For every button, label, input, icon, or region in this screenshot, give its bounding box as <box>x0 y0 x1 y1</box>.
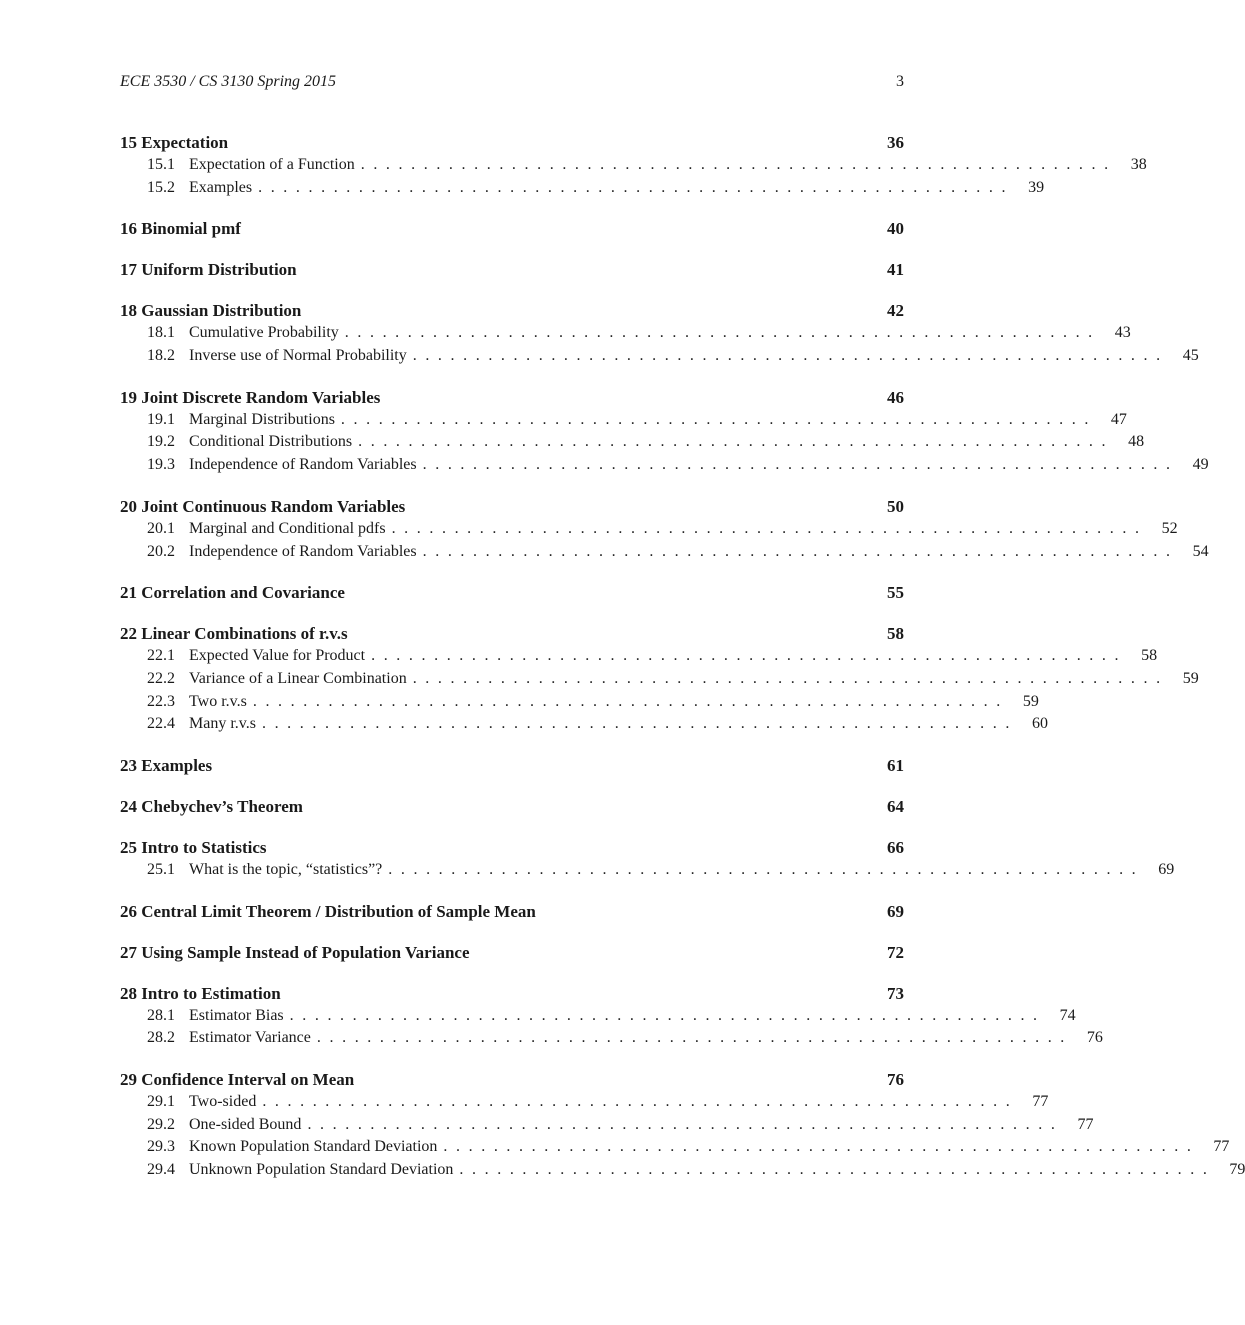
toc-section-number: 25 <box>120 837 137 857</box>
toc-subsection-number: 22.4 <box>147 715 175 733</box>
toc-section-label: Confidence Interval on Mean <box>141 1070 355 1089</box>
toc-section-label: Linear Combinations of r.v.s <box>141 624 348 644</box>
dot-leader: ............................................................ <box>388 860 1145 878</box>
toc-subsection-label: Known Population Standard Deviation <box>189 1138 438 1156</box>
toc-section-page: 50 <box>887 496 904 516</box>
toc-section-number: 28 <box>120 983 137 1003</box>
toc-subsection-number: 18.1 <box>147 324 175 342</box>
toc-section-title <box>120 1070 887 1090</box>
dot-leader: ............................................................ <box>358 433 1115 451</box>
toc-subsection-entry[interactable] <box>120 542 1209 566</box>
toc-section-label: Intro to Estimation <box>141 983 281 1003</box>
toc-section-entry[interactable] <box>120 756 904 779</box>
toc-section-page: 69 <box>887 901 904 921</box>
toc-section-page: 72 <box>887 942 904 962</box>
toc-section-number: 22 <box>120 624 137 644</box>
toc-subsection-page: 76 <box>1086 1029 1103 1047</box>
toc-section-page: 46 <box>887 387 904 407</box>
toc-subsection-page: 45 <box>1182 347 1199 365</box>
toc-section-title <box>120 943 887 963</box>
toc-section-title <box>120 624 887 644</box>
toc-subsection-number: 18.2 <box>147 347 175 365</box>
toc-subsection-label: Two r.v.s <box>189 692 247 710</box>
toc-section <box>120 583 904 606</box>
dot-leader: ............................................................ <box>289 1006 1046 1024</box>
toc-subsection-page: 79 <box>1229 1161 1245 1179</box>
toc-section-number: 26 <box>120 901 137 921</box>
toc-subsection-entry[interactable] <box>120 324 1131 347</box>
toc-subsection-entry[interactable] <box>120 519 1178 543</box>
toc-section-entry[interactable] <box>120 497 904 520</box>
toc-subsection-label: Independence of Random Variables <box>189 542 417 560</box>
toc-subsection-page: 59 <box>1182 669 1199 687</box>
toc-subsection-number: 29.1 <box>147 1093 175 1110</box>
toc-section-title <box>120 388 887 408</box>
toc-subsection-label: Marginal Distributions <box>189 410 335 428</box>
toc-subsection-page: 43 <box>1114 324 1131 342</box>
toc-section-number: 21 <box>120 583 137 603</box>
toc-section-label: Intro to Statistics <box>141 837 267 857</box>
toc-section-title <box>120 902 887 922</box>
dot-leader: ............................................................ <box>412 347 1169 365</box>
toc-section <box>120 301 1199 369</box>
toc-section-entry[interactable] <box>120 388 904 411</box>
toc-subsection-entry[interactable] <box>120 178 1045 202</box>
toc-subsection-page: 48 <box>1128 433 1145 451</box>
toc-subsection-number: 22.1 <box>147 647 175 665</box>
toc-subsection-entry[interactable] <box>120 1115 1094 1139</box>
dot-leader: ............................................................ <box>391 519 1148 537</box>
toc-subsection-page: 38 <box>1130 156 1147 173</box>
toc-subsection-page: 74 <box>1059 1006 1076 1024</box>
toc-section-title <box>120 497 887 517</box>
toc-subsection-label: Examples <box>189 178 253 196</box>
toc-section-page: 76 <box>887 1070 904 1089</box>
toc-subsection-entry[interactable] <box>120 433 1145 456</box>
toc-section-page: 41 <box>887 260 904 280</box>
toc-section-entry[interactable] <box>120 838 904 861</box>
toc-subsection-entry[interactable] <box>120 410 1127 434</box>
toc-section <box>120 797 904 820</box>
toc-section-entry[interactable] <box>120 133 904 156</box>
toc-section-number: 20 <box>120 496 137 516</box>
toc-section <box>120 1070 1245 1184</box>
toc-section-label: Correlation and Covariance <box>141 583 345 603</box>
toc-section-page: 55 <box>887 583 904 603</box>
dot-leader: ............................................................ <box>261 715 1018 733</box>
toc-section-page: 73 <box>887 983 904 1003</box>
toc-subsection-page: 54 <box>1192 542 1209 560</box>
page-number: 3 <box>896 73 904 90</box>
toc-section-title <box>120 984 887 1004</box>
toc-subsection-entry[interactable] <box>120 1161 1245 1184</box>
toc-subsection-page: 77 <box>1213 1138 1230 1156</box>
toc-subsection-number: 29.2 <box>147 1115 175 1133</box>
toc-subsection-label: Estimator Bias <box>189 1006 284 1024</box>
toc-subsection-label: Inverse use of Normal Probability <box>189 347 407 365</box>
toc-subsection-entry[interactable] <box>120 860 1175 884</box>
toc-subsection-page: 69 <box>1158 860 1175 878</box>
toc-section-label: Using Sample Instead of Population Variance <box>141 942 470 962</box>
toc-subsection-label: Conditional Distributions <box>189 433 353 451</box>
toc-section <box>120 387 1209 479</box>
toc-section-entry[interactable] <box>120 583 904 606</box>
toc-section-number: 15 <box>120 133 137 152</box>
toc-section <box>120 133 1147 201</box>
toc-section-number: 16 <box>120 219 137 239</box>
toc-subsection-number: 25.1 <box>147 860 175 878</box>
toc-subsection-number: 19.3 <box>147 456 175 474</box>
dot-leader: ............................................................ <box>371 647 1128 665</box>
dot-leader: ............................................................ <box>422 456 1179 474</box>
toc-section-entry[interactable] <box>120 984 904 1007</box>
toc-section-label: Examples <box>141 755 213 775</box>
toc-section-page: 36 <box>887 133 904 152</box>
toc-subsection-entry[interactable] <box>120 647 1158 670</box>
toc-section <box>120 219 904 242</box>
toc-section <box>120 943 904 966</box>
dot-leader: ............................................................ <box>344 324 1101 342</box>
toc-section-title <box>120 301 887 321</box>
toc-section-label: Binomial pmf <box>141 219 241 239</box>
toc-subsection-label: Two-sided <box>189 1093 257 1110</box>
toc-section-page: 66 <box>887 837 904 857</box>
dot-leader: ............................................................ <box>459 1161 1216 1179</box>
toc-subsection-page: 47 <box>1110 410 1127 428</box>
page-header <box>120 73 904 97</box>
dot-leader: ............................................................ <box>412 669 1169 687</box>
table-of-contents <box>120 133 1245 1202</box>
toc-subsection-number: 15.2 <box>147 178 175 196</box>
toc-subsection-label: Estimator Variance <box>189 1029 311 1047</box>
toc-subsection-number: 19.2 <box>147 433 175 451</box>
toc-subsection-number: 29.3 <box>147 1138 175 1156</box>
dot-leader: ............................................................ <box>443 1138 1200 1156</box>
toc-subsection-entry[interactable] <box>120 456 1209 479</box>
toc-section-number: 29 <box>120 1070 137 1089</box>
toc-subsection-entry[interactable] <box>120 156 1147 179</box>
toc-subsection-label: Variance of a Linear Combination <box>189 669 407 687</box>
toc-subsection-entry[interactable] <box>120 1006 1076 1030</box>
toc-subsection-entry[interactable] <box>120 692 1039 716</box>
dot-leader: ............................................................ <box>360 156 1117 173</box>
toc-subsection-entry[interactable] <box>120 1093 1049 1116</box>
toc-section-entry[interactable] <box>120 902 904 925</box>
toc-subsection-number: 19.1 <box>147 410 175 428</box>
toc-subsection-page: 59 <box>1022 692 1039 710</box>
toc-subsection-page: 77 <box>1032 1093 1049 1110</box>
toc-section <box>120 260 904 283</box>
toc-subsection-number: 28.2 <box>147 1029 175 1047</box>
toc-section-page: 40 <box>887 219 904 239</box>
dot-leader: ............................................................ <box>262 1093 1019 1110</box>
toc-subsection-number: 20.1 <box>147 519 175 537</box>
toc-section-title <box>120 797 887 817</box>
toc-subsection-page: 77 <box>1077 1115 1094 1133</box>
toc-subsection-label: Cumulative Probability <box>189 324 339 342</box>
toc-section-number: 17 <box>120 260 137 280</box>
toc-section-number: 24 <box>120 796 137 816</box>
toc-subsection-entry[interactable] <box>120 1138 1230 1161</box>
toc-section-label: Joint Continuous Random Variables <box>141 496 406 516</box>
toc-subsection-number: 22.2 <box>147 669 175 687</box>
toc-subsection-number: 15.1 <box>147 156 175 173</box>
toc-section-title <box>120 583 887 603</box>
toc-subsection-label: Independence of Random Variables <box>189 456 417 474</box>
toc-section-entry[interactable] <box>120 943 904 966</box>
toc-section <box>120 756 904 779</box>
toc-subsection-page: 52 <box>1161 519 1178 537</box>
dot-leader: ............................................................ <box>316 1029 1073 1047</box>
toc-section-label: Uniform Distribution <box>141 260 297 280</box>
dot-leader: ............................................................ <box>252 692 1009 710</box>
toc-subsection-entry[interactable] <box>120 1029 1103 1052</box>
toc-subsection-label: What is the topic, “statistics”? <box>189 860 383 878</box>
toc-section-number: 19 <box>120 387 137 407</box>
toc-section-label: Central Limit Theorem / Distribution of Sample Mean <box>141 901 536 921</box>
toc-section-number: 23 <box>120 755 137 775</box>
toc-section <box>120 902 904 925</box>
toc-section-page: 61 <box>887 755 904 775</box>
toc-section <box>120 624 1199 738</box>
toc-section-label: Gaussian Distribution <box>141 301 302 321</box>
toc-section-label: Chebychev’s Theorem <box>141 796 303 816</box>
toc-section-entry[interactable] <box>120 624 904 647</box>
toc-subsection-label: Expectation of a Function <box>189 156 355 173</box>
toc-section-number: 18 <box>120 301 137 321</box>
toc-subsection-label: Many r.v.s <box>189 715 256 733</box>
toc-section-label: Expectation <box>141 133 229 152</box>
dot-leader: ............................................................ <box>340 410 1097 428</box>
running-header-title: ECE 3530 / CS 3130 Spring 2015 <box>120 73 337 90</box>
toc-section-title <box>120 838 887 858</box>
toc-section-page: 64 <box>887 796 904 816</box>
toc-subsection-entry[interactable] <box>120 715 1048 738</box>
toc-section-entry[interactable] <box>120 260 904 283</box>
toc-section <box>120 837 1175 884</box>
toc-subsection-number: 28.1 <box>147 1006 175 1024</box>
toc-section-title <box>120 260 887 280</box>
toc-subsection-page: 58 <box>1141 647 1158 665</box>
toc-subsection-number: 29.4 <box>147 1161 175 1179</box>
toc-section-entry[interactable] <box>120 797 904 820</box>
toc-subsection-number: 22.3 <box>147 692 175 710</box>
dot-leader: ............................................................ <box>258 178 1015 196</box>
toc-subsection-entry[interactable] <box>120 347 1199 370</box>
toc-subsection-label: Unknown Population Standard Deviation <box>189 1161 454 1179</box>
toc-section-page: 42 <box>887 301 904 321</box>
toc-subsection-label: Expected Value for Product <box>189 647 366 665</box>
toc-section-entry[interactable] <box>120 219 904 242</box>
toc-section-entry[interactable] <box>120 301 904 324</box>
toc-subsection-label: Marginal and Conditional pdfs <box>189 519 386 537</box>
toc-section-number: 27 <box>120 942 137 962</box>
toc-section-entry[interactable] <box>120 1070 904 1093</box>
toc-subsection-page: 60 <box>1031 715 1048 733</box>
dot-leader: ............................................................ <box>422 542 1179 560</box>
toc-section-label: Joint Discrete Random Variables <box>141 387 381 407</box>
toc-section <box>120 496 1209 565</box>
toc-section-title <box>120 756 887 776</box>
toc-section-title <box>120 133 887 153</box>
toc-subsection-entry[interactable] <box>120 669 1199 693</box>
toc-section-page: 58 <box>887 624 904 644</box>
dot-leader: ............................................................ <box>307 1115 1064 1133</box>
toc-subsection-label: One-sided Bound <box>189 1115 302 1133</box>
toc-subsection-page: 49 <box>1192 456 1209 474</box>
toc-subsection-page: 39 <box>1028 178 1045 196</box>
toc-section-title <box>120 219 887 239</box>
toc-subsection-number: 20.2 <box>147 542 175 560</box>
toc-section <box>120 983 1103 1052</box>
